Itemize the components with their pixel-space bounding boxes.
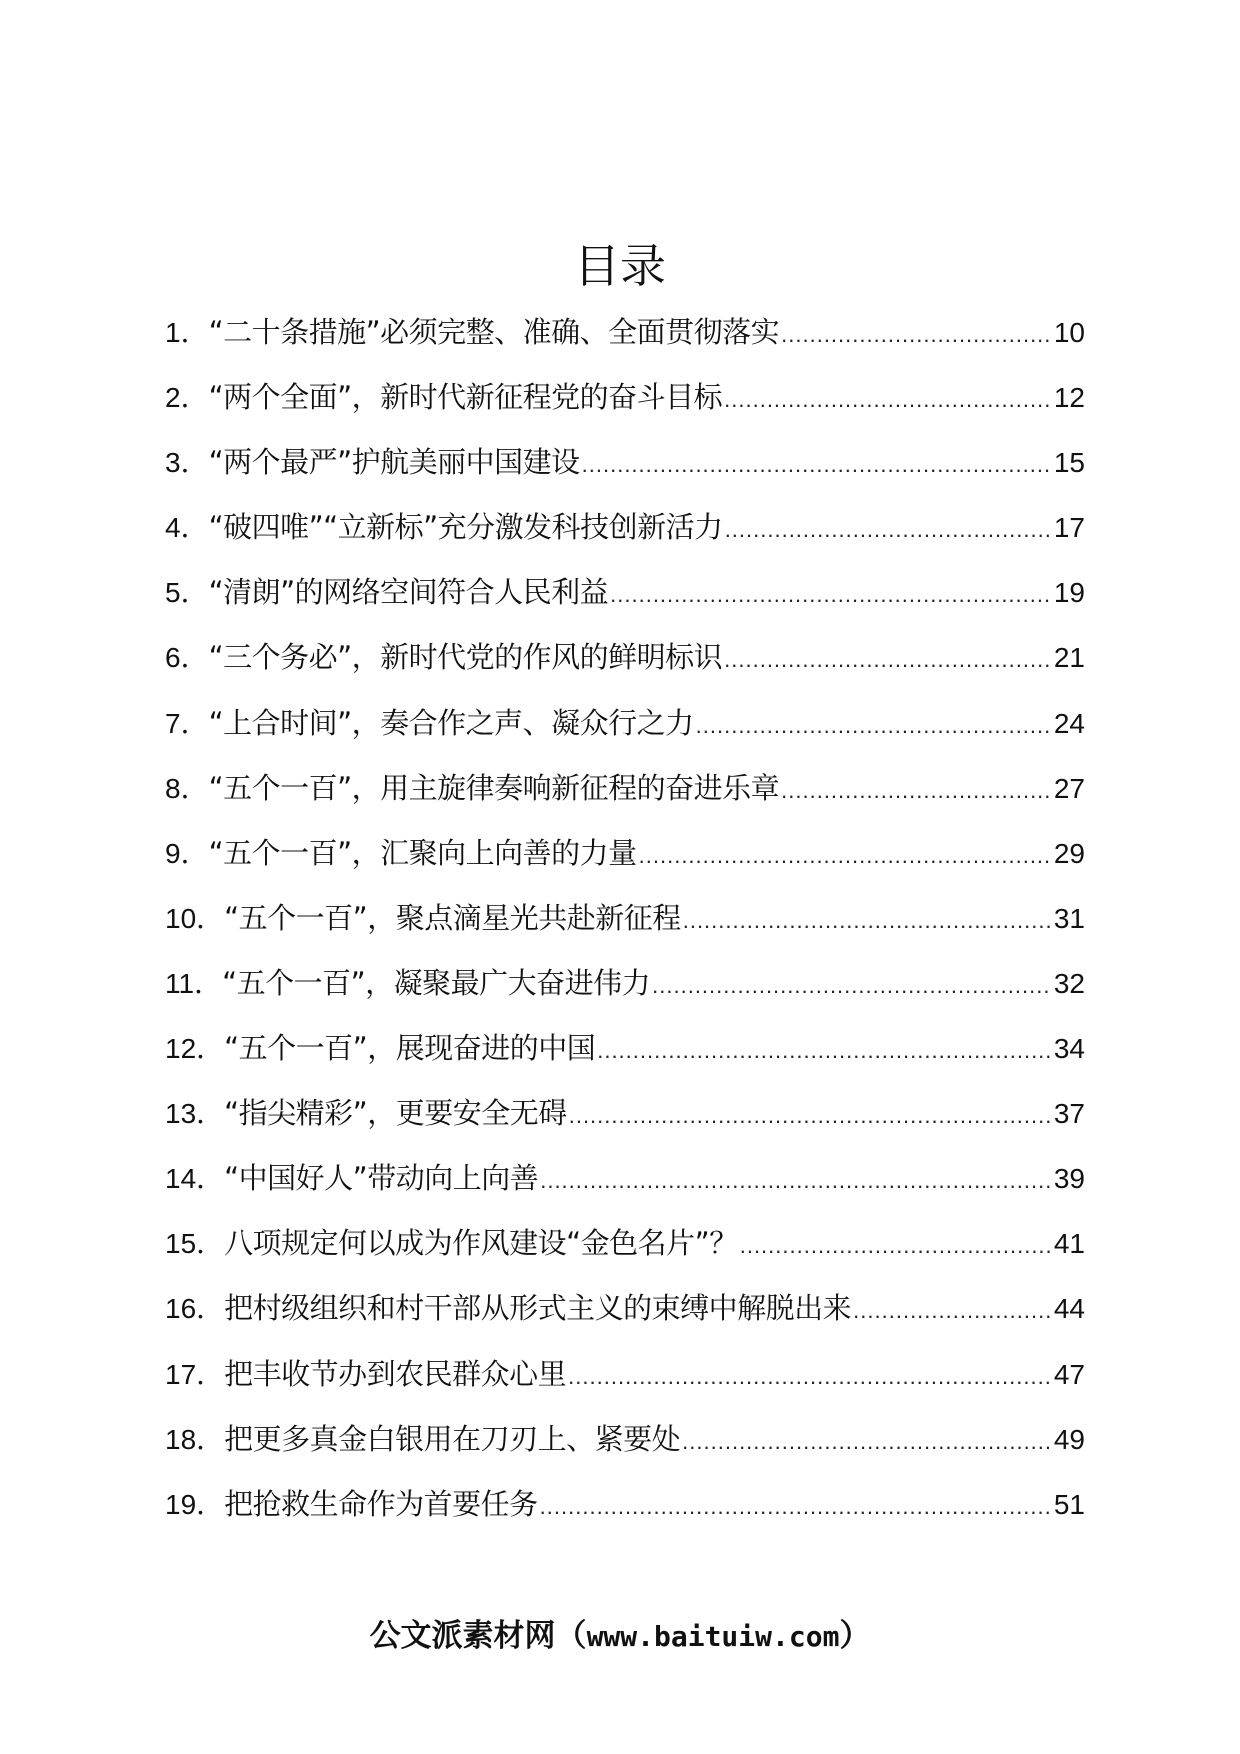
toc-entry-page-number: 32 <box>1053 967 1085 999</box>
toc-entry-number: 5． <box>165 577 209 609</box>
toc-dot-leader <box>740 1213 1052 1278</box>
toc-entry-page-number: 29 <box>1053 837 1085 869</box>
toc-entry[interactable] <box>165 560 1085 625</box>
toc-dot-leader <box>724 367 1052 432</box>
toc-dot-leader <box>853 1278 1052 1343</box>
footer-closing: ） <box>839 1618 871 1654</box>
toc-entry-page-number: 10 <box>1053 317 1085 348</box>
toc-entry-page-number: 15 <box>1053 447 1085 479</box>
toc-entry[interactable] <box>165 1016 1085 1081</box>
toc-dot-leader <box>582 432 1052 497</box>
toc-dot-leader <box>652 953 1052 1018</box>
toc-entry[interactable] <box>165 1211 1085 1276</box>
toc-entry-page-number: 51 <box>1053 1488 1085 1520</box>
footer-source <box>0 1610 1240 1655</box>
toc-entry-number: 6． <box>165 642 209 674</box>
toc-entry-title: 把村级组织和村干部从形式主义的束缚中解脱出来 <box>224 1291 852 1326</box>
toc-dot-leader <box>682 1409 1052 1474</box>
toc-entry-title: “两个最严”护航美丽中国建设 <box>208 445 580 480</box>
toc-entry[interactable] <box>165 756 1085 821</box>
toc-entry-title: “指尖精彩”，更要安全无碍 <box>224 1096 567 1131</box>
toc-entry[interactable] <box>165 821 1085 886</box>
toc-entry-number: 4． <box>165 512 209 544</box>
toc-entry-number: 10． <box>165 902 225 934</box>
toc-entry-title: “上合时间”，奏合作之声、凝众行之力 <box>208 705 694 740</box>
toc-entry-number: 2． <box>165 382 209 414</box>
toc-entry-number: 16． <box>165 1293 225 1325</box>
toc-entry-page-number: 39 <box>1053 1163 1085 1195</box>
toc-entry-page-number: 19 <box>1053 577 1085 609</box>
toc-title: 目录 <box>574 239 666 293</box>
toc-entry[interactable] <box>165 1472 1085 1537</box>
toc-list <box>165 300 1085 1537</box>
toc-dot-leader <box>696 693 1052 758</box>
toc-dot-leader <box>569 1083 1052 1148</box>
toc-entry-number: 19． <box>165 1488 225 1520</box>
toc-dot-leader <box>683 888 1052 953</box>
toc-entry[interactable] <box>165 430 1085 495</box>
toc-entry-title: “五个一百”，用主旋律奏响新征程的奋进乐章 <box>208 770 780 805</box>
toc-entry-page-number: 47 <box>1053 1358 1085 1390</box>
toc-entry-page-number: 44 <box>1053 1293 1085 1325</box>
toc-entry-page-number: 49 <box>1053 1423 1085 1455</box>
toc-entry-number: 18． <box>165 1423 225 1455</box>
toc-entry-title: 八项规定何以成为作风建设“金色名片”？ <box>224 1226 738 1261</box>
toc-entry-title: “清朗”的网络空间符合人民利益 <box>208 575 609 610</box>
toc-dot-leader <box>597 1018 1052 1083</box>
toc-entry-title: “两个全面”，新时代新征程党的奋斗目标 <box>208 380 723 415</box>
toc-dot-leader <box>781 302 1052 367</box>
toc-entry-title: “五个一百”，展现奋进的中国 <box>224 1031 596 1066</box>
toc-entry-number: 9． <box>165 837 209 869</box>
toc-dot-leader <box>540 1474 1052 1539</box>
toc-entry-number: 12． <box>165 1033 225 1065</box>
toc-entry-title: 把抢救生命作为首要任务 <box>224 1486 538 1521</box>
toc-entry-title: “五个一百”，凝聚最广大奋进伟力 <box>222 965 651 1000</box>
toc-entry-page-number: 37 <box>1053 1098 1085 1130</box>
toc-entry-number: 15． <box>165 1228 225 1260</box>
toc-entry-number: 17． <box>165 1358 225 1390</box>
toc-entry[interactable] <box>165 300 1085 365</box>
toc-entry[interactable] <box>165 1407 1085 1472</box>
toc-entry-number: 1． <box>165 317 209 348</box>
toc-entry-title: 把丰收节办到农民群众心里 <box>224 1356 567 1391</box>
toc-entry-title: “五个一百”，汇聚向上向善的力量 <box>208 835 637 870</box>
toc-entry[interactable] <box>165 1276 1085 1341</box>
toc-entry-page-number: 24 <box>1053 707 1085 739</box>
toc-entry[interactable] <box>165 951 1085 1016</box>
toc-entry-title: “破四唯”“立新标”充分激发科技创新活力 <box>208 510 723 545</box>
toc-entry-page-number: 41 <box>1053 1228 1085 1260</box>
toc-entry[interactable] <box>165 1342 1085 1407</box>
toc-entry-title: “五个一百”，聚点滴星光共赴新征程 <box>224 900 681 935</box>
toc-entry[interactable] <box>165 625 1085 690</box>
toc-entry-page-number: 31 <box>1053 902 1085 934</box>
toc-dot-leader <box>610 562 1052 627</box>
toc-entry-page-number: 17 <box>1053 512 1085 544</box>
toc-entry-number: 7． <box>165 707 209 739</box>
toc-dot-leader <box>639 823 1052 888</box>
toc-entry-title: “二十条措施”必须完整、准确、全面贯彻落实 <box>208 315 780 349</box>
toc-entry-title: 把更多真金白银用在刀刃上、紧要处 <box>224 1421 681 1456</box>
toc-dot-leader <box>540 1148 1052 1213</box>
footer-url[interactable]: www.baituiw.com <box>586 1620 840 1653</box>
toc-entry[interactable] <box>165 691 1085 756</box>
toc-entry-number: 3． <box>165 447 209 479</box>
toc-dot-leader <box>725 497 1052 562</box>
toc-entry-page-number: 27 <box>1053 772 1085 804</box>
toc-dot-leader <box>724 627 1052 692</box>
toc-entry-number: 8． <box>165 772 209 804</box>
toc-entry[interactable] <box>165 495 1085 560</box>
toc-entry-title: “中国好人”带动向上向善 <box>224 1161 539 1196</box>
toc-entry-page-number: 21 <box>1053 642 1085 674</box>
toc-entry-page-number: 34 <box>1053 1033 1085 1065</box>
toc-entry-number: 11． <box>165 967 223 999</box>
toc-entry-number: 13． <box>165 1098 225 1130</box>
toc-entry-number: 14． <box>165 1163 225 1195</box>
toc-dot-leader <box>568 1344 1052 1409</box>
toc-entry-page-number: 12 <box>1053 382 1085 414</box>
toc-entry[interactable] <box>165 1081 1085 1146</box>
toc-entry[interactable] <box>165 1146 1085 1211</box>
toc-dot-leader <box>781 758 1052 823</box>
toc-entry[interactable] <box>165 886 1085 951</box>
toc-entry[interactable] <box>165 365 1085 430</box>
toc-entry-title: “三个务必”，新时代党的作风的鲜明标识 <box>208 640 723 675</box>
footer-site-name: 公文派素材网（ <box>369 1618 587 1654</box>
